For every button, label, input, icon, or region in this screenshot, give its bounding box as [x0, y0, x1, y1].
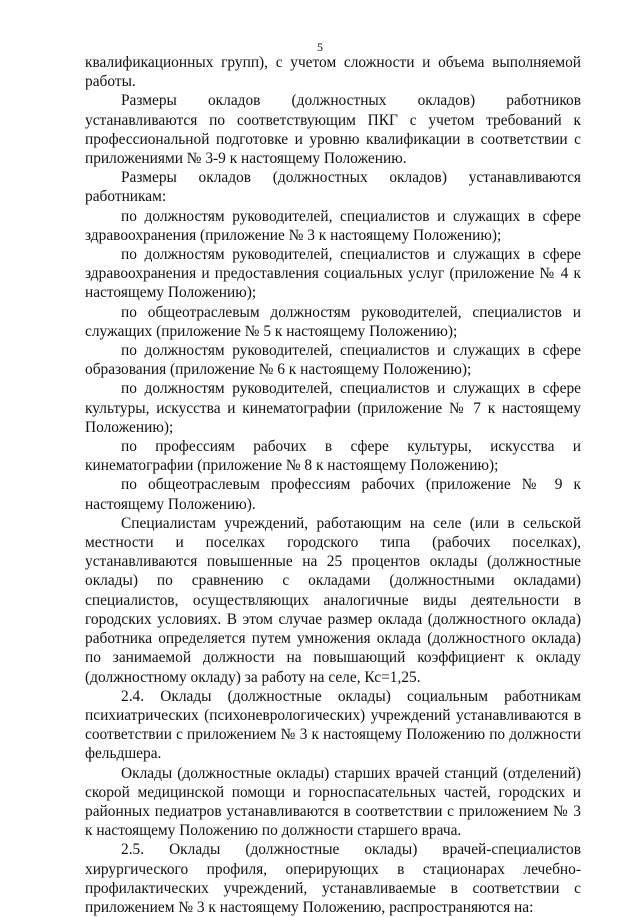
- paragraph: квалификационных групп), с учетом сложности и объема выполняемой работы.: [85, 54, 581, 91]
- paragraph: Размеры окладов (должностных окладов) работников устанавливаются по соответствующим ПКГ с учетом требований к профессиональной подготовке и уровню квалификации в соответствии с приложениями № 3-9 к настоящему Положению.: [85, 92, 581, 168]
- paragraph: по профессиям рабочих в сфере культуры, искусства и кинематографии (приложение № 8 к настоящему Положению);: [85, 438, 581, 475]
- paragraph: 2.4. Оклады (должностные оклады) социальным работникам психиатрических (психоневрологических) учреждений устанавливаются в соответствии с приложением № 3 к настоящему Положению по должности фельдшера.: [85, 687, 581, 763]
- page-number: 5: [317, 40, 323, 54]
- document-body: [85, 53, 581, 917]
- paragraph: Оклады (должностные оклады) старших врачей станций (отделений) скорой медицинской помощи и горноспасательных частей, городских и районных педиатров устанавливаются в соответствии с приложением № 3 к настоящему Положению по должности старшего врача.: [85, 764, 581, 840]
- paragraph: по общеотраслевым профессиям рабочих (приложение № 9 к настоящему Положению).: [85, 476, 581, 513]
- paragraph: Специалистам учреждений, работающим на селе (или в сельской местности и поселках городского типа (рабочих поселках), устанавливаются повышенные на 25 процентов оклады (должностные оклады) по сравнению с окладами (должностными окладами) специалистов, осуществляющих аналогичные виды деятельности в городских условиях. В этом случае размер оклада (должностного оклада) работника определяется путем умножения оклада (должностного оклада) по занимаемой должности на повышающий коэффициент к окладу (должностному окладу) за работу на селе, Кс=1,25.: [85, 514, 581, 686]
- paragraph: по должностям руководителей, специалистов и служащих в сфере культуры, искусства и кинематографии (приложение № 7 к настоящему Положению);: [85, 380, 581, 436]
- paragraph: по должностям руководителей, специалистов и служащих в сфере здравоохранения (приложение № 3 к настоящему Положению);: [85, 207, 581, 244]
- paragraph: по должностям руководителей, специалистов и служащих в сфере образования (приложение № 6 к настоящему Положению);: [85, 342, 581, 379]
- paragraph: по общеотраслевым должностям руководителей, специалистов и служащих (приложение № 5 к настоящему Положению);: [85, 303, 581, 340]
- paragraph: 2.5. Оклады (должностные оклады) врачей-специалистов хирургического профиля, оперирующих в стационарах лечебно-профилактических учреждений, устанавливаемые в соответствии с приложением № 3 к настоящему Положению, распространяются на:: [85, 841, 581, 916]
- paragraph: Размеры окладов (должностных окладов) устанавливаются работникам:: [85, 169, 581, 206]
- paragraph: по должностям руководителей, специалистов и служащих в сфере здравоохранения и предоставления социальных услуг (приложение № 4 к настоящему Положению);: [85, 246, 581, 302]
